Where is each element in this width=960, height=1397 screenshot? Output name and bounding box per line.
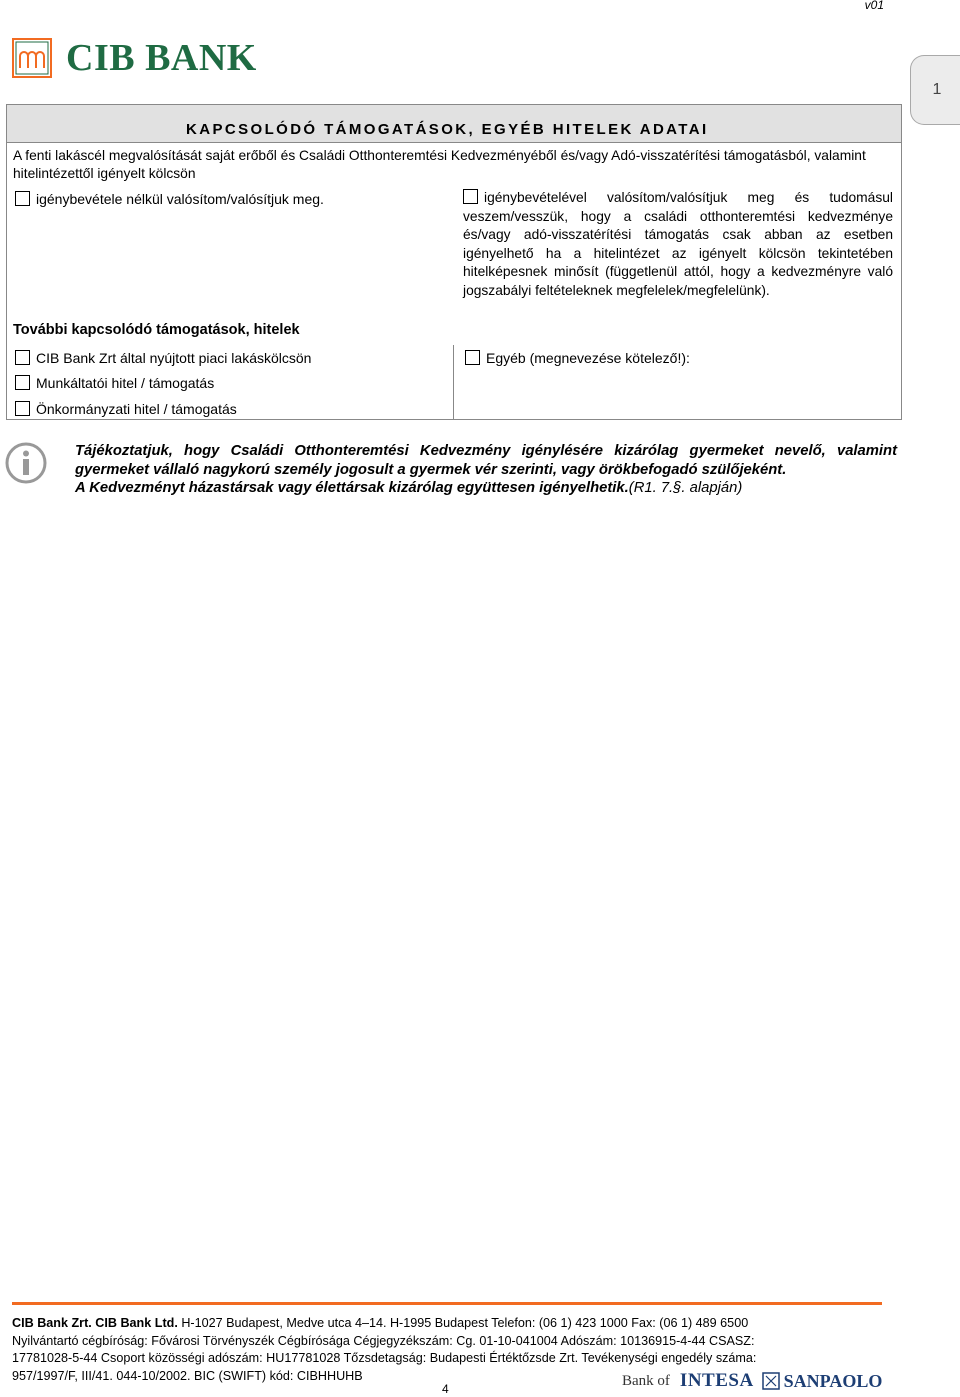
footer-divider <box>12 1302 882 1305</box>
checkbox-employer-loan[interactable] <box>15 375 30 390</box>
section-title: KAPCSOLÓDÓ TÁMOGATÁSOK, EGYÉB HITELEK ADATAI <box>7 105 901 143</box>
loan-option-municipal[interactable] <box>15 401 237 417</box>
checkbox-other[interactable] <box>465 350 480 365</box>
loan-option-cib-label: CIB Bank Zrt által nyújtott piaci lakáskölcsön <box>36 350 312 366</box>
option-with-label: igénybevételével valósítom/valósítjuk meg és tudomásul veszem/vesszük, hogy a családi otthonteremtési kedvezménye és/vagy adó-visszatérítési támogatás csak abban az esetben igényelhető ha a hitelintézet az igényelt kölcsön tekintetében hitelképesnek minősít (függetlenül attól, hogy a kedvezményre való jogszabályi feltételeknek megfelelek/megfelelünk). <box>463 190 893 298</box>
brand-bank-of: Bank of <box>622 1372 670 1389</box>
loan-option-cib[interactable] <box>15 350 311 366</box>
notice-paragraph: Tájékoztatjuk, hogy Családi Otthonteremtési Kedvezmény igénylésére kizárólag gyermeket nevelő, valamint gyermeket vállaló nagykorú személy jogosult a gyermek vér szerinti, vagy örökbefogadó szülőjeként. <box>75 443 897 478</box>
related-loans-section <box>6 104 902 420</box>
column-divider <box>453 345 454 420</box>
cib-arch-icon <box>12 38 52 78</box>
checkbox-with-benefit[interactable] <box>463 189 478 204</box>
intesa-sanpaolo-logo <box>622 1370 882 1392</box>
checkbox-cib-loan[interactable] <box>15 350 30 365</box>
option-without-benefit[interactable] <box>15 191 324 207</box>
footer-line-4: 957/1997/F, III/41. 044-10/2002. BIC (SWIFT) kód: CIBHHUHB <box>12 1368 363 1383</box>
notice-sentence: A Kedvezményt házastársak vagy élettársak kizárólag együttesen igényelhetik. <box>75 480 629 496</box>
loan-option-employer-label: Munkáltatói hitel / támogatás <box>36 375 215 391</box>
notice-text <box>75 442 897 498</box>
checkbox-municipal-loan[interactable] <box>15 401 30 416</box>
loan-option-employer[interactable] <box>15 375 214 391</box>
logo-text: CIB BANK <box>66 37 257 79</box>
brand-sanpaolo: SANPAOLO <box>783 1370 883 1391</box>
other-option-label: Egyéb (megnevezése kötelező!): <box>486 350 690 366</box>
footer-address: H-1027 Budapest, Medve utca 4–14. H-1995 Budapest Telefon: (06 1) 423 1000 Fax: (06 1) 489 6500 <box>177 1316 749 1330</box>
loan-option-municipal-label: Önkormányzati hitel / támogatás <box>36 401 237 417</box>
section-intro: A fenti lakáscél megvalósítását saját erőből és Családi Otthonteremtési Kedvezményéből és/vagy Adó-visszatérítési támogatásból, valamint hitelintézettől igényelt kölcsön <box>13 148 866 181</box>
further-loans-heading: További kapcsolódó támogatások, hitelek <box>13 322 300 338</box>
sanpaolo-mark-icon <box>762 1372 780 1390</box>
footer-line-3: 17781028-5-44 Csoport közösségi adószám: HU17781028 Tőzsdetagság: Budapesti Értéktőzsde Zrt. Tevékenységi engedély száma: <box>12 1351 757 1365</box>
footer-company: CIB Bank Zrt. CIB Bank Ltd. <box>12 1316 178 1330</box>
cib-bank-logo <box>12 36 257 80</box>
brand-intesa: INTESA <box>679 1370 754 1391</box>
info-icon <box>5 442 47 484</box>
footer-line-2: Nyilvántartó cégbíróság: Fővárosi Törvényszék Cégbírósága Cégjegyzékszám: Cg. 01-10-041004 Adószám: 10136915-4-44 CSASZ: <box>12 1333 755 1348</box>
notice-paragraph-2 <box>75 479 897 498</box>
footer-line-1 <box>12 1315 882 1333</box>
version-label: v01 <box>864 0 884 12</box>
option-with-benefit[interactable] <box>463 189 893 300</box>
page-tab[interactable]: 1 <box>910 55 960 125</box>
notice-reference: (R1. 7.§. alapján) <box>628 480 743 496</box>
checkbox-without-benefit[interactable] <box>15 191 30 206</box>
option-without-label: igénybevétele nélkül valósítom/valósítjuk meg. <box>36 191 324 207</box>
page-number: 4 <box>442 1382 449 1396</box>
other-option[interactable] <box>465 350 690 366</box>
